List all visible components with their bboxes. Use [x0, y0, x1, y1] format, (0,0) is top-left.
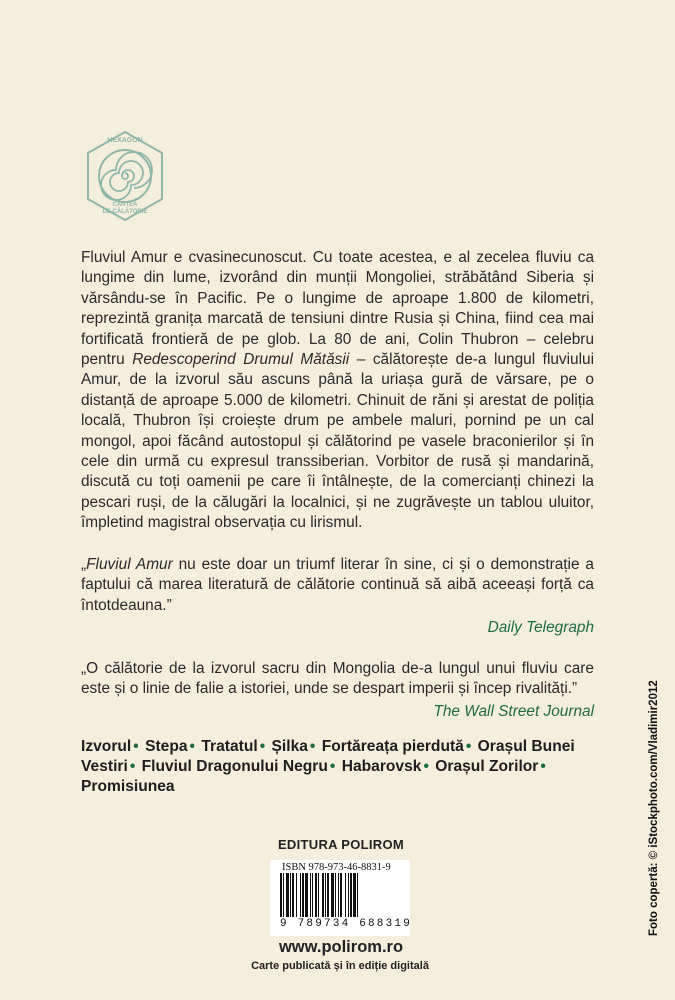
- publisher-name: EDITURA POLIROM: [277, 837, 405, 852]
- bullet-icon: •: [189, 738, 196, 755]
- bullet-icon: •: [129, 758, 136, 775]
- chapter-item: Orașul Zorilor: [435, 758, 539, 775]
- book-description: [81, 248, 594, 534]
- chapter-item: Izvorul: [81, 738, 132, 755]
- bullet-icon: •: [133, 738, 139, 755]
- bullet-icon: •: [465, 738, 472, 755]
- bullet-icon: •: [309, 738, 316, 755]
- review-quote-wsj: [81, 659, 594, 722]
- chapter-item: Stepa: [145, 738, 188, 755]
- description-part1: Fluviul Amur e cvasinecunoscut. Cu toate acestea, e al zecelea fluviu ca lungime din lume, izvorând din munții Mongoliei, străbătând Siberia și vărsându-se în Pacific. Pe o lungime de aproape 1.800 de kilometri, reprezintă granița marcată de tensiuni dintre Rusia și China, fiind cea mai fortificată frontieră de pe glob. La 80 de ani, Colin Thubron – celebru pentru: [81, 249, 594, 369]
- bullet-icon: •: [329, 758, 336, 775]
- chapter-item: Orașul Bunei Vestiri: [81, 738, 575, 775]
- quote-book-title: Fluviul Amur: [86, 556, 173, 573]
- chapter-item: Fortăreața pierdută: [321, 738, 464, 755]
- quote-open-mark: „: [81, 556, 87, 573]
- quote-text: „O călătorie de la izvorul sacru din Mongolia de-a lungul unui fluviu care este și o linie de falie a istoriei, unde se despart imperii și încep rivalități.”: [81, 660, 594, 698]
- description-part2: – călătorește de-a lungul fluviului Amur, de la izvorul său ascuns până la uriașa gură de vărsare, pe o distanță de aproape 5.000 de kilometri. Chinuit de răni și arestat de poliția locală, Thubron își croiește drum pe ambele maluri, pornind pe un cal mongol, apoi făcând autostopul și călătorind pe vasele braconierilor și în cele din urmă cu expresul transsiberian. Vorbitor de rusă și mandarină, discută cu toți oamenii pe care îi întâlnește, de la comercianți chinezi la pescari ruși, de la călugări la localnici, și ne zugrăvește un tablou uluitor, împletind magistral observația cu lirismul.: [81, 351, 594, 532]
- bullet-icon: •: [259, 738, 266, 755]
- hexagon-logo: [80, 126, 170, 226]
- referenced-book-title: Redescoperind Drumul Mătăsii: [132, 351, 350, 369]
- chapter-item: Șilka: [271, 738, 308, 755]
- quote-source: The Wall Street Journal: [433, 702, 594, 720]
- logo-bottom-line2: DE CĂLĂTORIE: [102, 209, 148, 215]
- chapter-item: Promisiunea: [81, 778, 175, 795]
- photo-credit: Foto copertă: © iStockphoto.com/Vladimir2012: [648, 680, 660, 936]
- publisher-website: www.polirom.ro: [278, 938, 404, 956]
- barcode-bars: [280, 873, 400, 921]
- barcode-digits: 9 789734 688319: [280, 918, 413, 930]
- chapter-item: Fluviul Dragonului Negru: [141, 758, 328, 775]
- chapter-list: [81, 737, 601, 797]
- isbn-number: ISBN 978-973-46-8831-9: [282, 862, 391, 873]
- chapter-item: Tratatul: [201, 738, 258, 755]
- chapter-item: Habarovsk: [341, 758, 422, 775]
- quote-source: Daily Telegraph: [487, 619, 594, 637]
- bullet-icon: •: [540, 758, 546, 775]
- bullet-icon: •: [423, 758, 429, 775]
- digital-edition-note: Carte publicată și în ediție digitală: [251, 960, 429, 972]
- review-quote-telegraph: [81, 555, 594, 639]
- logo-bottom-line1: CARTEA: [112, 202, 138, 208]
- logo-top-text: HEXAGON: [107, 137, 143, 144]
- quote-text: nu este doar un triumf literar în sine, ci și o demonstrație a faptului că marea literatură de călătorie continuă să aibă aceeași forță ca întotdeauna.”: [81, 556, 594, 614]
